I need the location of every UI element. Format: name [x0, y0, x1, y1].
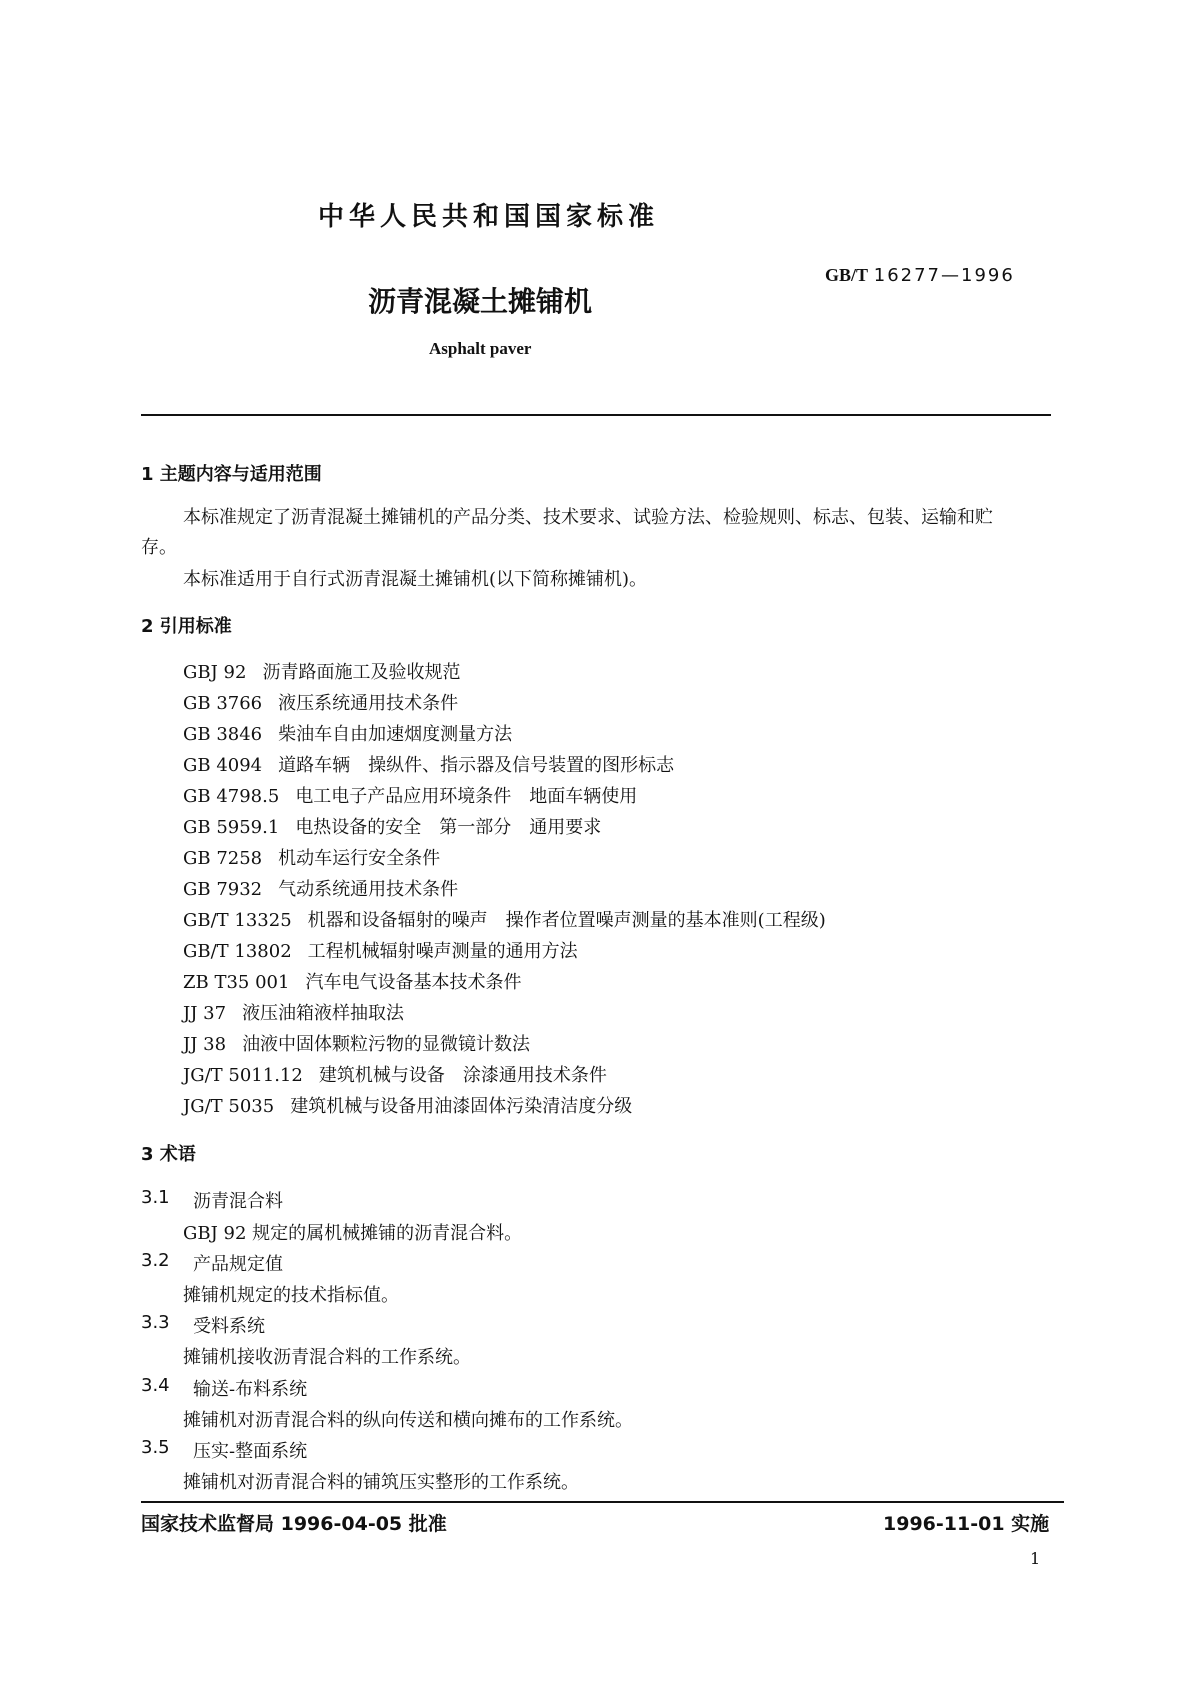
reference-title: 液压系统通用技术条件 [278, 693, 459, 714]
section-1-heading: 1 主题内容与适用范围 [141, 464, 322, 485]
term-number: 3.2 [141, 1250, 170, 1271]
reference-item [183, 689, 458, 715]
section-1-para-1-line-2: 存。 [141, 537, 177, 558]
reference-item [183, 1092, 632, 1118]
reference-title: 工程机械辐射噪声测量的通用方法 [307, 941, 578, 962]
term-definition: 摊铺机对沥青混合料的纵向传送和横向摊布的工作系统。 [183, 1410, 633, 1431]
term-number: 3.5 [141, 1437, 170, 1458]
reference-code: GB 3846 [183, 724, 263, 745]
page-number: 1 [1030, 1549, 1041, 1568]
reference-item [183, 813, 601, 839]
term-name: 受料系统 [193, 1316, 265, 1337]
approval-statement: 国家技术监督局 1996-04-05 批准 [141, 1513, 447, 1535]
document-subtitle: Asphalt paver [429, 339, 532, 358]
national-standard-heading: 中华人民共和国国家标准 [318, 202, 660, 232]
reference-title: 沥青路面施工及验收规范 [262, 662, 461, 683]
reference-code: GB 4094 [183, 755, 263, 776]
reference-title: 液压油箱液样抽取法 [242, 1003, 405, 1024]
term-number: 3.1 [141, 1187, 170, 1208]
reference-item [183, 937, 578, 963]
term-definition: 摊铺机规定的技术指标值。 [183, 1285, 399, 1306]
reference-title: 柴油车自由加速烟度测量方法 [278, 724, 513, 745]
reference-item [183, 1030, 530, 1056]
reference-code: GB 7258 [183, 848, 263, 869]
reference-item [183, 968, 521, 994]
term-name: 产品规定值 [193, 1254, 283, 1275]
reference-title: 电热设备的安全 第一部分 通用要求 [295, 817, 602, 838]
section-1-para-2: 本标准适用于自行式沥青混凝土摊铺机(以下简称摊铺机)。 [183, 569, 648, 590]
document-title: 沥青混凝土摊铺机 [368, 285, 593, 318]
reference-item [183, 906, 826, 932]
reference-code: ZB T35 001 [183, 972, 290, 993]
reference-item [183, 1061, 607, 1087]
reference-item [183, 782, 637, 808]
reference-title: 气动系统通用技术条件 [278, 879, 459, 900]
reference-code: GB 4798.5 [183, 786, 280, 807]
term-name: 沥青混合料 [193, 1191, 283, 1212]
term-number: 3.4 [141, 1375, 170, 1396]
reference-code: JG/T 5011.12 [183, 1065, 303, 1086]
reference-code: JG/T 5035 [183, 1096, 275, 1117]
section-2-heading: 2 引用标准 [141, 616, 232, 637]
standard-prefix: GB/T [825, 265, 869, 285]
term-definition: 摊铺机对沥青混合料的铺筑压实整形的工作系统。 [183, 1472, 579, 1493]
term-definition: 摊铺机接收沥青混合料的工作系统。 [183, 1347, 471, 1368]
reference-title: 机动车运行安全条件 [278, 848, 441, 869]
reference-item [183, 720, 512, 746]
reference-item [183, 875, 458, 901]
reference-title: 道路车辆 操纵件、指示器及信号装置的图形标志 [278, 755, 675, 776]
reference-title: 电工电子产品应用环境条件 地面车辆使用 [295, 786, 638, 807]
reference-title: 汽车电气设备基本技术条件 [305, 972, 522, 993]
reference-code: GB/T 13802 [183, 941, 292, 962]
effective-date: 1996-11-01 实施 [883, 1513, 1050, 1535]
standard-code: 16277—1996 [873, 265, 1015, 286]
reference-title: 机器和设备辐射的噪声 操作者位置噪声测量的基本准则(工程级) [307, 910, 826, 931]
footer-rule [141, 1501, 1064, 1503]
term-definition: GBJ 92 规定的属机械摊铺的沥青混合料。 [183, 1223, 523, 1244]
reference-item [183, 844, 440, 870]
reference-code: GB/T 13325 [183, 910, 292, 931]
reference-code: GB 7932 [183, 879, 263, 900]
section-3-heading: 3 术语 [141, 1144, 196, 1165]
term-name: 压实-整面系统 [193, 1441, 308, 1462]
reference-item [183, 658, 460, 684]
reference-code: GBJ 92 [183, 662, 247, 683]
reference-code: GB 5959.1 [183, 817, 280, 838]
reference-code: JJ 38 [183, 1034, 227, 1055]
header-rule [141, 414, 1051, 416]
reference-title: 建筑机械与设备用油漆固体污染清洁度分级 [290, 1096, 633, 1117]
reference-code: JJ 37 [183, 1003, 227, 1024]
reference-code: GB 3766 [183, 693, 263, 714]
term-name: 输送-布料系统 [193, 1379, 308, 1400]
reference-title: 建筑机械与设备 涂漆通用技术条件 [318, 1065, 607, 1086]
section-1-para-1-line-1: 本标准规定了沥青混凝土摊铺机的产品分类、技术要求、试验方法、检验规则、标志、包装、运输和贮 [183, 507, 993, 528]
reference-title: 油液中固体颗粒污物的显微镜计数法 [242, 1034, 531, 1055]
reference-item [183, 751, 674, 777]
reference-item [183, 999, 404, 1025]
standard-number [825, 265, 1015, 286]
term-number: 3.3 [141, 1312, 170, 1333]
